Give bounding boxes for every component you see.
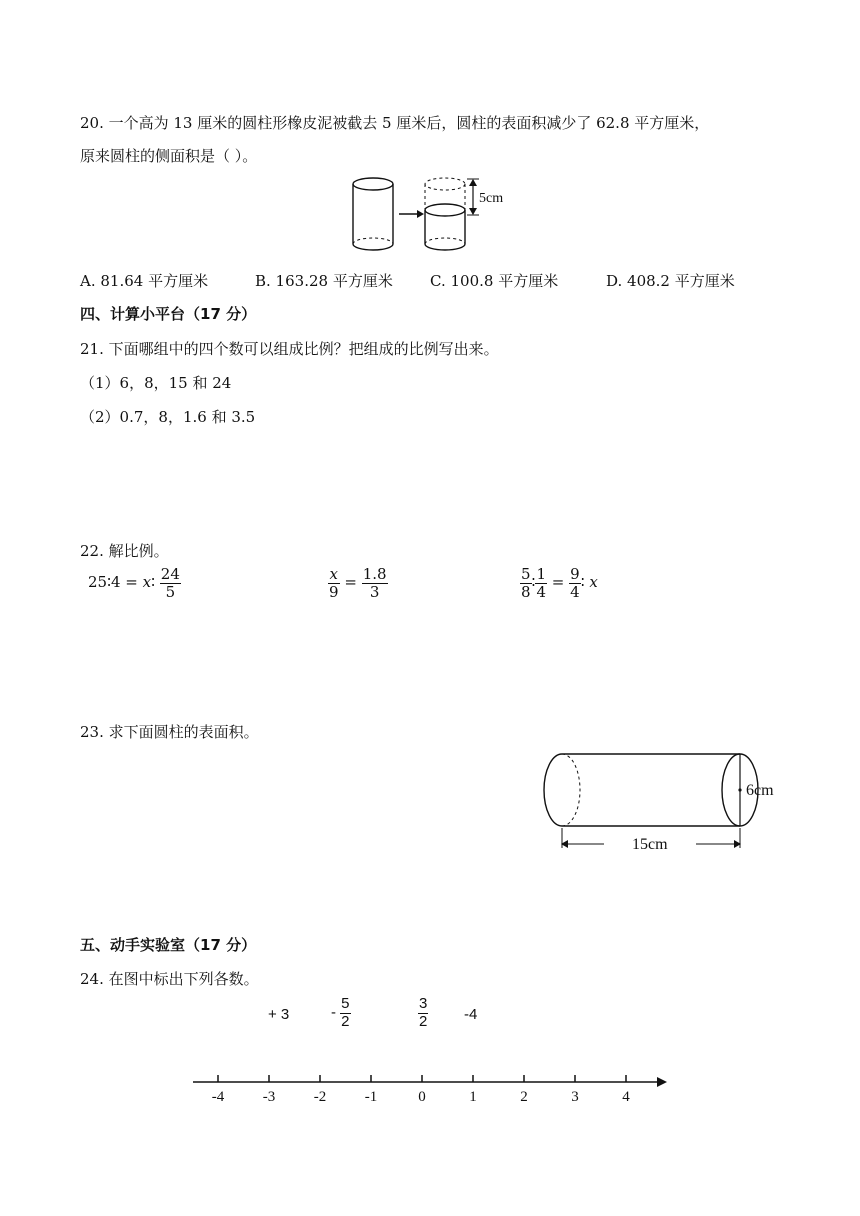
diameter-label: 6cm [746,782,774,799]
equation-3: $\frac{5}{8}$ ∶ $\frac{1}{4}$ = $\frac{9}{4}$ ∶ x [521,565,598,601]
q20-line1: 20. 一个高为 13 厘米的圆柱形橡皮泥被截去 5 厘米后，圆柱的表面积减少了 62.8 平方厘米， [80,114,710,132]
fraction-5-8: $\frac{5}{8}$ [521,565,531,601]
q20-line2: 原来圆柱的侧面积是（ ）。 [80,147,258,165]
axis-tick-label: 1 [469,1089,477,1105]
fraction-1-4: $\frac{1}{4}$ [536,565,546,601]
section-5-heading: 五、动手实验室（17 分） [80,936,257,954]
number-neg-4: -4 [464,1006,478,1023]
equation-1: 25∶4 = x∶ $\frac{24}{5}$ [88,565,180,601]
fraction-9-4: $\frac{9}{4}$ [570,565,580,601]
fraction-1.8-3: $\frac{1.8}{3}$ [362,565,387,601]
q22-text: 22. 解比例。 [80,542,169,560]
q21-item-2: （2）0.7，8，1.6 和 3.5 [80,408,256,426]
horizontal-cylinder-figure [540,748,790,858]
option-b: B. 163.28 平方厘米 [255,272,393,290]
axis-tick-label: 4 [622,1089,630,1105]
axis-tick-label: 3 [571,1089,579,1105]
q23-text: 23. 求下面圆柱的表面积。 [80,723,259,741]
fraction-x-9: $\frac{x}{9}$ [329,565,339,601]
q24-text: 24. 在图中标出下列各数。 [80,970,259,988]
q21-item-1: （1）6，8，15 和 24 [80,374,232,392]
option-c: C. 100.8 平方厘米 [430,272,559,290]
axis-tick-label: 0 [418,1089,426,1105]
number-3-2: $\frac{3}{2}$ [419,995,428,1030]
height-cut-label: 5cm [479,191,504,206]
equation-2: $\frac{x}{9}$ = $\frac{1.8}{3}$ [329,565,387,601]
axis-tick-label: 2 [520,1089,528,1105]
cylinder-cut-figure [345,172,515,258]
number-line [185,1070,675,1110]
length-label: 15cm [632,836,668,853]
option-d: D. 408.2 平方厘米 [606,272,735,290]
number-plus-3: + 3 [268,1006,290,1023]
q21-text: 21. 下面哪组中的四个数可以组成比例？把组成的比例写出来。 [80,340,499,358]
section-4-heading: 四、计算小平台（17 分） [80,305,257,323]
number-neg-5-2: - $\frac{5}{2}$ [331,995,350,1030]
axis-tick-label: -4 [211,1089,225,1105]
option-a: A. 81.64 平方厘米 [80,272,209,290]
axis-tick-label: -2 [313,1089,327,1105]
fraction-24-5: $\frac{24}{5}$ [160,565,180,601]
axis-tick-label: -3 [262,1089,276,1105]
axis-tick-label: -1 [364,1089,378,1105]
axis-arrow-icon [657,1077,667,1087]
